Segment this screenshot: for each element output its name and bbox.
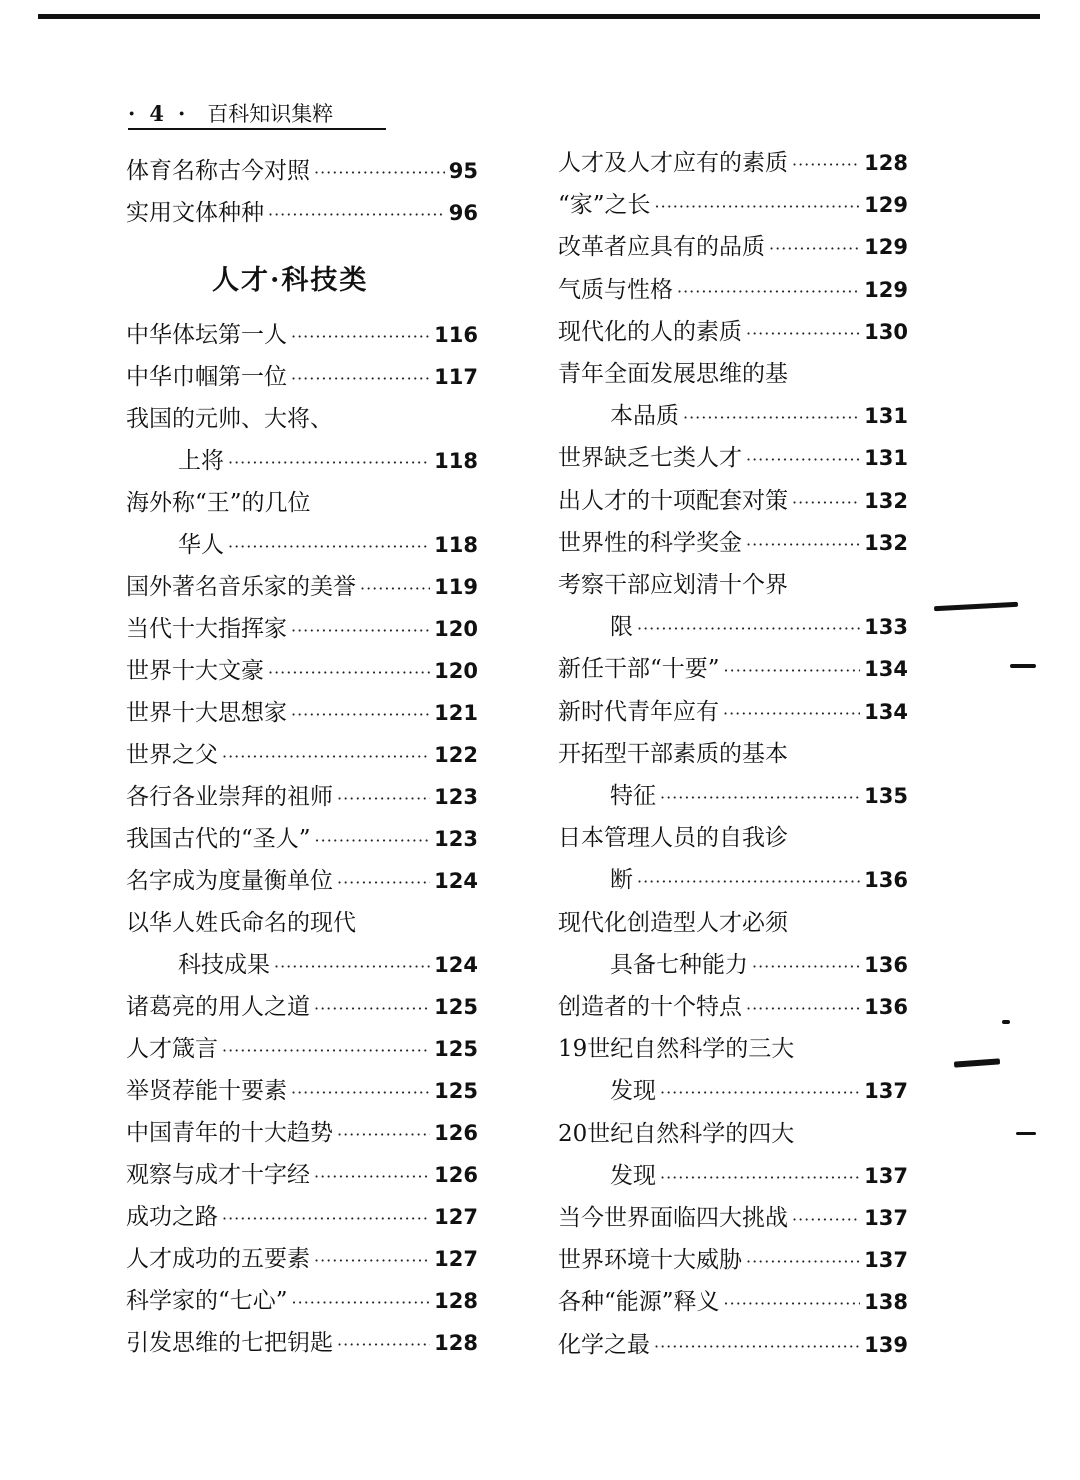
toc-entry-title: 本品质 xyxy=(610,403,679,430)
toc-entry xyxy=(126,1118,478,1148)
toc-entry xyxy=(558,148,908,178)
toc-leader-dots xyxy=(337,868,430,898)
toc-entry-page: 119 xyxy=(434,575,478,599)
toc-entry-page: 118 xyxy=(434,449,478,473)
scan-mark xyxy=(1010,664,1036,668)
toc-entry-page: 127 xyxy=(434,1205,478,1229)
toc-leader-dots xyxy=(660,783,860,813)
toc-entry-page: 137 xyxy=(864,1163,908,1188)
toc-entry-title: 发现 xyxy=(610,1078,656,1105)
toc-entry xyxy=(126,656,478,686)
toc-leader-dots xyxy=(314,994,430,1024)
toc-entry-page: 138 xyxy=(864,1290,908,1315)
toc-entry-title: 世界环境十大威胁 xyxy=(558,1247,742,1274)
page-number: 4 xyxy=(149,100,164,126)
toc-entry-title: 中华体坛第一人 xyxy=(126,322,287,348)
toc-entry-title: 发现 xyxy=(610,1162,656,1189)
toc-leader-dots xyxy=(314,1162,430,1192)
toc-entry xyxy=(126,1076,478,1106)
toc-entry-page: 95 xyxy=(448,159,478,183)
toc-entry xyxy=(610,865,908,895)
toc-entry-title: 海外称“王”的几位 xyxy=(126,490,311,516)
toc-leader-dots xyxy=(314,158,445,188)
toc-entry-page: 120 xyxy=(434,659,478,683)
toc-entry-page: 117 xyxy=(434,365,478,389)
toc-entry xyxy=(126,1202,478,1232)
toc-entry-title: 断 xyxy=(610,867,633,894)
toc-entry xyxy=(558,739,908,769)
toc-entry xyxy=(126,992,478,1022)
toc-entry-page: 96 xyxy=(448,201,478,225)
toc-leader-dots xyxy=(228,448,430,478)
toc-entry-page: 129 xyxy=(864,235,908,260)
toc-entry-title: 化学之最 xyxy=(558,1331,650,1358)
page-header xyxy=(128,98,386,130)
toc-leader-dots xyxy=(268,200,445,230)
toc-entry-title: 举贤荐能十要素 xyxy=(126,1078,287,1104)
toc-entry-title: 中华巾帼第一位 xyxy=(126,364,287,390)
toc-entry xyxy=(610,950,908,980)
toc-entry-title: 当代十大指挥家 xyxy=(126,616,287,642)
scan-mark xyxy=(1016,1132,1036,1135)
toc-entry xyxy=(126,1034,478,1064)
toc-entry xyxy=(126,198,478,228)
book-title: 百科知识集粹 xyxy=(207,102,334,126)
toc-entry xyxy=(558,1203,908,1233)
toc-entry xyxy=(558,359,908,389)
scan-mark xyxy=(1002,1020,1010,1024)
toc-entry-title: 国外著名音乐家的美誉 xyxy=(126,574,356,600)
toc-entry-title: 19世纪自然科学的三大 xyxy=(558,1036,795,1063)
toc-leader-dots xyxy=(222,742,430,772)
toc-entry-title: 新任干部“十要” xyxy=(558,656,720,683)
toc-entry-title: 各行各业崇拜的祖师 xyxy=(126,784,333,810)
toc-leader-dots xyxy=(314,1246,430,1276)
toc-entry-title: 具备七种能力 xyxy=(610,951,748,978)
toc-entry-title: 人才及人才应有的素质 xyxy=(558,150,788,176)
toc-leader-dots xyxy=(746,319,860,349)
toc-leader-dots xyxy=(291,616,430,646)
toc-entry-page: 131 xyxy=(864,404,908,429)
toc-leader-dots xyxy=(724,656,861,686)
toc-leader-dots xyxy=(337,1330,430,1360)
toc-leader-dots xyxy=(660,1163,860,1193)
toc-leader-dots xyxy=(655,192,861,222)
toc-entry-page: 127 xyxy=(434,1247,478,1271)
toc-entry xyxy=(126,782,478,812)
toc-entry-title: 引发思维的七把钥匙 xyxy=(126,1330,333,1356)
toc-entry-title: 青年全面发展思维的基 xyxy=(558,361,788,387)
toc-entry-title: 观察与成才十字经 xyxy=(126,1162,310,1188)
header-dot: · xyxy=(128,100,136,126)
toc-entry-page: 132 xyxy=(864,488,908,513)
toc-entry-title: 限 xyxy=(610,614,633,641)
toc-leader-dots xyxy=(792,150,860,180)
toc-leader-dots xyxy=(360,574,430,604)
toc-entry-title: 科学家的“七心” xyxy=(126,1288,288,1314)
toc-entry-title: 气质与性格 xyxy=(558,276,673,303)
toc-entry-title: 华人 xyxy=(178,532,224,558)
toc-entry-title: 改革者应具有的品质 xyxy=(558,234,765,261)
toc-entry-page: 125 xyxy=(434,995,478,1019)
toc-leader-dots xyxy=(724,1289,861,1319)
toc-entry xyxy=(126,404,478,434)
toc-leader-dots xyxy=(291,700,430,730)
toc-entry xyxy=(558,528,908,558)
toc-entry xyxy=(126,866,478,896)
toc-entry-page: 126 xyxy=(434,1121,478,1145)
toc-entry-page: 123 xyxy=(434,827,478,851)
toc-entry xyxy=(126,1160,478,1190)
toc-entry-title: 我国的元帅、大将、 xyxy=(126,406,333,432)
toc-entry-title: 诸葛亮的用人之道 xyxy=(126,994,310,1020)
toc-leader-dots xyxy=(337,784,430,814)
toc-leader-dots xyxy=(654,1332,860,1362)
toc-entry-title: 考察干部应划清十个界 xyxy=(558,572,788,598)
toc-leader-dots xyxy=(660,1078,860,1108)
toc-entry-title: 世界十大文豪 xyxy=(126,658,264,684)
toc-entry-page: 137 xyxy=(864,1079,908,1104)
toc-leader-dots xyxy=(683,403,860,433)
toc-entry xyxy=(558,1330,908,1360)
toc-entry-title: 人才箴言 xyxy=(126,1036,218,1062)
toc-entry-title: 我国古代的“圣人” xyxy=(126,826,311,852)
toc-entry xyxy=(126,698,478,728)
toc-leader-dots xyxy=(792,1205,860,1235)
toc-entry xyxy=(610,612,908,642)
scan-mark xyxy=(954,1058,1000,1067)
toc-entry xyxy=(558,486,908,516)
toc-entry-page: 116 xyxy=(434,323,478,347)
toc-entry-page: 130 xyxy=(864,319,908,344)
toc-entry xyxy=(558,992,908,1022)
header-dot: · xyxy=(177,100,186,126)
toc-entry-title: 各种“能源”释义 xyxy=(558,1289,720,1316)
toc-entry-page: 134 xyxy=(864,657,908,682)
toc-entry xyxy=(558,317,908,347)
toc-entry xyxy=(558,654,908,684)
toc-entry-title: 创造者的十个特点 xyxy=(558,994,742,1020)
toc-leader-dots xyxy=(291,364,430,394)
toc-entry-page: 137 xyxy=(864,1248,908,1273)
toc-entry-title: 特征 xyxy=(610,783,656,809)
toc-entry-page: 121 xyxy=(434,701,478,725)
toc-entry xyxy=(558,443,908,473)
toc-entry-page: 120 xyxy=(434,617,478,641)
toc-entry-title: 世界之父 xyxy=(126,742,218,768)
toc-entry xyxy=(610,1161,908,1191)
toc-entry-page: 135 xyxy=(864,784,908,808)
toc-leader-dots xyxy=(792,488,860,518)
toc-leader-dots xyxy=(268,658,430,688)
toc-leader-dots xyxy=(274,952,430,982)
toc-entry xyxy=(558,570,908,600)
toc-entry-title: 新时代青年应有 xyxy=(558,698,719,725)
toc-entry-title: 世界十大思想家 xyxy=(126,700,287,726)
toc-entry-title: “家”之长 xyxy=(558,192,651,219)
toc-leader-dots xyxy=(222,1204,430,1234)
toc-entry xyxy=(126,156,478,186)
toc-entry-title: 中国青年的十大趋势 xyxy=(126,1120,333,1146)
toc-entry xyxy=(178,446,478,476)
toc-entry-title: 名字成为度量衡单位 xyxy=(126,868,333,894)
toc-entry xyxy=(558,1245,908,1275)
toc-entry xyxy=(558,1287,908,1317)
toc-entry-page: 128 xyxy=(434,1331,478,1355)
toc-leader-dots xyxy=(222,1036,430,1066)
toc-entry-title: 现代化的人的素质 xyxy=(558,318,742,345)
scan-mark xyxy=(934,602,1018,611)
toc-leader-dots xyxy=(228,532,430,562)
toc-entry-page: 126 xyxy=(434,1163,478,1187)
toc-entry-page: 124 xyxy=(434,869,478,893)
toc-entry xyxy=(610,401,908,431)
toc-entry xyxy=(558,1034,908,1064)
toc-entry xyxy=(126,824,478,854)
toc-entry-page: 139 xyxy=(864,1332,908,1357)
toc-entry-page: 122 xyxy=(434,743,478,767)
toc-leader-dots xyxy=(746,445,860,475)
toc-entry-title: 实用文体种种 xyxy=(126,200,264,226)
toc-entry xyxy=(126,908,478,938)
toc-entry-page: 129 xyxy=(864,193,908,218)
toc-leader-dots xyxy=(746,1247,860,1277)
toc-entry xyxy=(558,908,908,938)
toc-entry xyxy=(558,190,908,220)
toc-entry-page: 134 xyxy=(864,699,908,724)
toc-leader-dots xyxy=(637,867,860,897)
toc-entry-title: 科技成果 xyxy=(178,952,270,978)
toc-entry-title: 以华人姓氏命名的现代 xyxy=(126,910,356,936)
toc-entry xyxy=(126,320,478,350)
toc-leader-dots xyxy=(752,952,860,982)
toc-entry-title: 世界性的科学奖金 xyxy=(558,529,742,556)
toc-entry xyxy=(126,488,478,518)
toc-entry-page: 129 xyxy=(864,277,908,302)
toc-entry-title: 上将 xyxy=(178,448,224,474)
toc-entry xyxy=(558,823,908,853)
toc-entry xyxy=(126,362,478,392)
toc-entry-page: 124 xyxy=(434,953,478,977)
toc-entry-page: 128 xyxy=(434,1289,478,1313)
toc-entry-page: 136 xyxy=(864,952,908,977)
toc-entry-title: 成功之路 xyxy=(126,1204,218,1230)
toc-entry-title: 开拓型干部素质的基本 xyxy=(558,740,788,767)
toc-entry-title: 当今世界面临四大挑战 xyxy=(558,1205,788,1231)
toc-entry-page: 123 xyxy=(434,785,478,809)
toc-entry xyxy=(610,1076,908,1106)
toc-entry-page: 137 xyxy=(864,1206,908,1230)
toc-leader-dots xyxy=(677,277,860,307)
toc-entry xyxy=(126,572,478,602)
toc-entry-page: 128 xyxy=(864,151,908,175)
toc-entry-page: 136 xyxy=(864,995,908,1019)
toc-entry-page: 118 xyxy=(434,533,478,557)
toc-entry-title: 20世纪自然科学的四大 xyxy=(558,1120,795,1147)
toc-entry-page: 131 xyxy=(864,446,908,471)
toc-leader-dots xyxy=(769,234,860,264)
toc-entry xyxy=(178,950,478,980)
top-rule xyxy=(38,14,1040,19)
toc-leader-dots xyxy=(315,826,431,856)
toc-leader-dots xyxy=(291,1078,430,1108)
toc-leader-dots xyxy=(292,1288,431,1318)
toc-entry-title: 人才成功的五要素 xyxy=(126,1246,310,1272)
toc-entry xyxy=(558,275,908,305)
toc-entry-page: 125 xyxy=(434,1037,478,1061)
toc-entry-title: 出人才的十项配套对策 xyxy=(558,487,788,514)
section-title: 人才·科技类 xyxy=(212,265,369,296)
toc-entry-page: 132 xyxy=(864,530,908,555)
toc-leader-dots xyxy=(337,1120,430,1150)
toc-entry-page: 136 xyxy=(864,868,908,893)
toc-entry-title: 现代化创造型人才必须 xyxy=(558,909,788,936)
toc-entry xyxy=(126,740,478,770)
toc-leader-dots xyxy=(637,614,860,644)
toc-entry xyxy=(126,1328,478,1358)
toc-entry xyxy=(558,1119,908,1149)
toc-leader-dots xyxy=(723,699,860,729)
toc-entry-page: 133 xyxy=(864,615,908,640)
toc-leader-dots xyxy=(291,322,430,352)
toc-entry-title: 日本管理人员的自我诊 xyxy=(558,825,788,852)
toc-entry xyxy=(126,1286,478,1316)
toc-entry-page: 125 xyxy=(434,1079,478,1103)
toc-entry xyxy=(558,232,908,262)
toc-entry-title: 体育名称古今对照 xyxy=(126,158,310,184)
toc-entry xyxy=(178,530,478,560)
toc-entry xyxy=(558,697,908,727)
toc-entry-title: 世界缺乏七类人才 xyxy=(558,445,742,472)
toc-leader-dots xyxy=(746,530,860,560)
toc-entry xyxy=(610,781,908,811)
toc-entry xyxy=(126,1244,478,1274)
toc-leader-dots xyxy=(746,994,860,1024)
toc-entry xyxy=(126,614,478,644)
